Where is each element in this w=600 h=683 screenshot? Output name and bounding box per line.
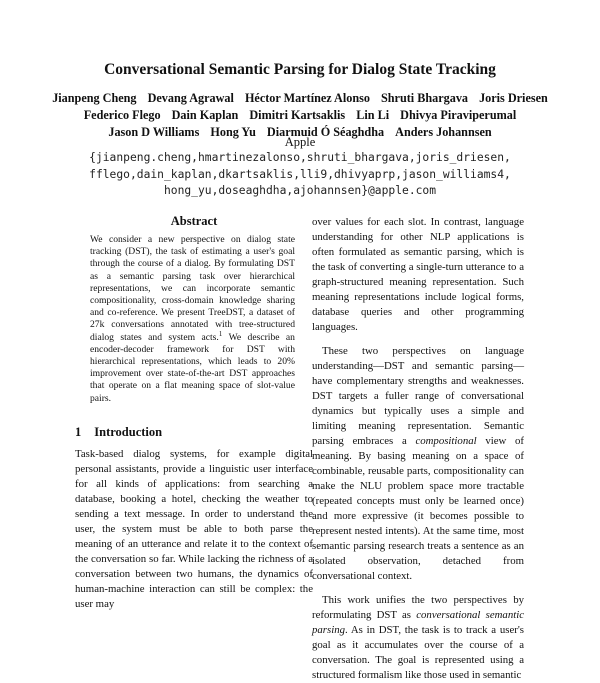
section-heading-introduction bbox=[75, 425, 162, 440]
text-run: This work unifies the two perspectives by reformulating DST as bbox=[312, 594, 524, 621]
text-run: These two perspectives on language understanding—DST and semantic parsing—have complementary strengths and weaknesses. DST targets a fuller range of conversational dynamics but typically uses a simple and limiting meaning representation. Semantic parsing embraces a bbox=[312, 345, 524, 447]
paper-title: Conversational Semantic Parsing for Dialog State Tracking bbox=[104, 61, 496, 78]
emphasis-text: compositional bbox=[415, 435, 477, 447]
abstract-body bbox=[90, 234, 295, 405]
author-name: Devang Agrawal bbox=[147, 91, 234, 105]
author-list bbox=[0, 90, 600, 141]
abstract-text: We describe an encoder-decoder framework for DST with hierarchical representations, which leads to 20% improvement over state-of-the-art DST approaches that operate on a flat meaning space of slot-value pairs. bbox=[90, 331, 295, 404]
text-run: . As in DST, the task is to track a user's goal as it accumulates over the course of a conversation. The goal is represented using a structured formalism like those used in semantic bbox=[312, 624, 524, 681]
text-run: view of meaning. By basing meaning on a space of combinable, reusable parts, compositionality can make the NLU problem space more tractable (repeated concepts must only be learned once) and more expressive (it becomes possible to represent nested intents). At the same time, most semantic parsing research treats a sentence as an isolated observation, detached from conversational context. bbox=[312, 435, 524, 582]
affiliation: Apple bbox=[284, 135, 316, 149]
author-name: Diarmuid Ó Séaghdha bbox=[266, 125, 385, 139]
email-line: {jianpeng.cheng,hmartinezalonso,shruti_bhargava,joris_driesen, bbox=[89, 151, 511, 164]
author-name: Anders Johannsen bbox=[395, 125, 492, 139]
author-name: Dhivya Piraviperumal bbox=[400, 108, 517, 122]
author-line-2 bbox=[0, 107, 600, 124]
body-paragraph: over values for each slot. In contrast, language understanding for other NLP applications is often formulated as semantic parsing, which is the task of converting a single-turn utterance to a graph-structured meaning representation. Such meaning representations include logical forms, database queries and other programming languages. bbox=[312, 216, 524, 333]
emphasis-text: conversational semantic parsing bbox=[312, 609, 525, 636]
author-name: Dimitri Kartsaklis bbox=[249, 108, 346, 122]
abstract-heading: Abstract bbox=[170, 214, 218, 228]
right-column-body bbox=[312, 215, 524, 683]
intro-paragraph: Task-based dialog systems, for example digital personal assistants, provide a linguistic user interface for all kinds of applications: from searching a database, booking a hotel, checking the weather to sending a text message. In order to understand the user, the system must be able to both parse the meaning of an utterance and relate it to the context of the conversation so far. While lacking the richness of a conversation between two humans, the dynamics of human-machine interaction can still be complex: the user may bbox=[75, 448, 313, 610]
email-line: hong_yu,doseaghdha,ajohannsen}@apple.com bbox=[163, 184, 437, 197]
author-name: Joris Driesen bbox=[479, 91, 548, 105]
author-name: Dain Kaplan bbox=[171, 108, 239, 122]
email-line: fflego,dain_kaplan,dkartsaklis,lli9,dhivyaprp,jason_williams4, bbox=[89, 167, 511, 181]
section-number: 1 bbox=[75, 425, 82, 439]
section-title: Introduction bbox=[94, 425, 163, 439]
footnote-mark: 1 bbox=[218, 329, 223, 338]
author-name: Jason D Williams bbox=[108, 125, 200, 139]
body-paragraph bbox=[312, 344, 524, 584]
author-name: Lin Li bbox=[356, 108, 390, 122]
left-column-body bbox=[75, 447, 313, 612]
author-name: Hong Yu bbox=[210, 125, 256, 139]
author-name: Jianpeng Cheng bbox=[52, 91, 137, 105]
email-block bbox=[0, 150, 600, 200]
author-line-1 bbox=[0, 90, 600, 107]
author-name: Shruti Bhargava bbox=[381, 91, 469, 105]
author-name: Federico Flego bbox=[83, 108, 161, 122]
author-name: Héctor Martínez Alonso bbox=[244, 91, 370, 105]
body-paragraph bbox=[312, 593, 524, 683]
abstract-text: We consider a new perspective on dialog state tracking (DST), the task of estimating a user's goal through the course of a dialog. By formulating DST as a semantic parsing task over hierarchical representations, we can incorporate semantic compositionality, cross-domain knowledge sharing and co-reference. We present TreeDST, a dataset of 27k conversations annotated with tree-structured dialog states and system acts. bbox=[90, 234, 295, 343]
